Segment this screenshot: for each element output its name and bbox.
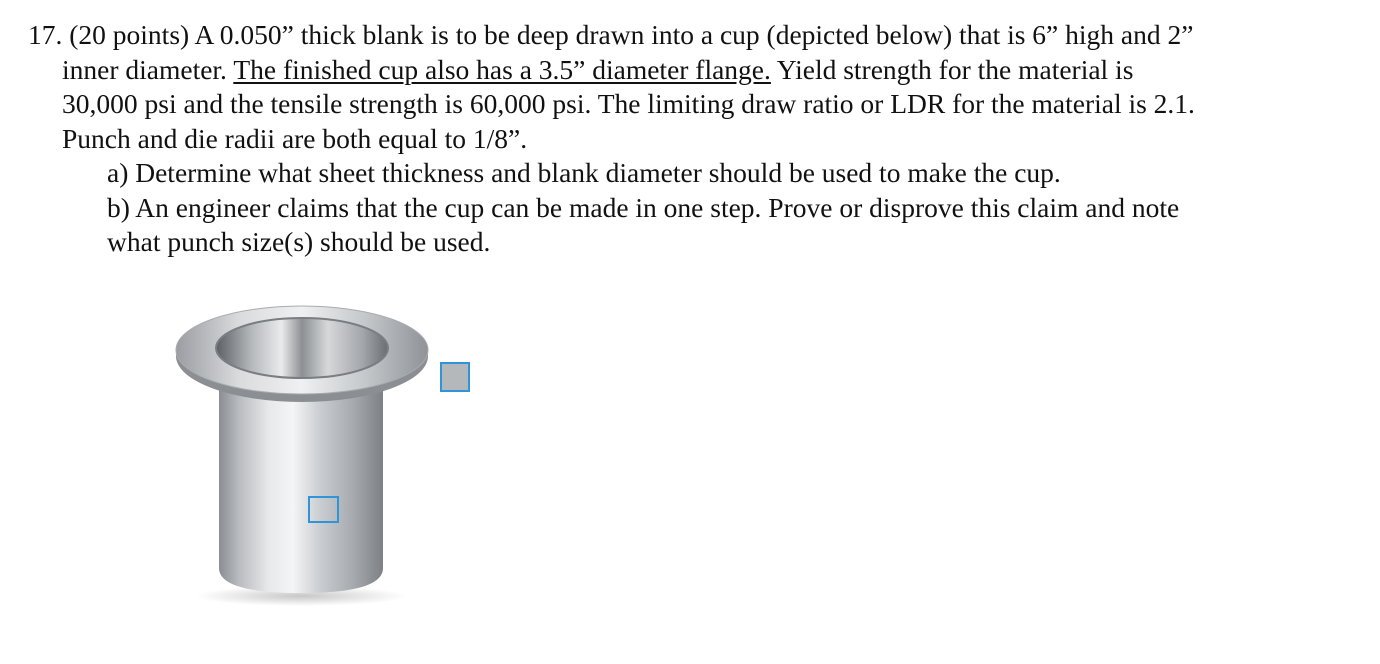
body-marker [308, 496, 339, 523]
problem-line-3: 30,000 psi and the tensile strength is 60,000 psi. The limiting draw ratio or LDR for the material is 2.1. [62, 88, 1195, 119]
problem-line-2 [28, 53, 1348, 88]
problem-line-4: Punch and die radii are both equal to 1/8”. [62, 122, 528, 154]
problem-line-1: 17. (20 points) A 0.050” thick blank is to be deep drawn into a cup (depicted below) that is 6” high and 2” [28, 19, 1194, 50]
problem-line-2-start: inner diameter. [62, 53, 234, 85]
cup-illustration [170, 298, 490, 610]
problem-line-2-end: Yield strength for the material is [770, 53, 1134, 85]
part-a: a) Determine what sheet thickness and blank diameter should be used to make the cup. [107, 157, 1061, 188]
part-b-line-1: b) An engineer claims that the cup can be made in one step. Prove or disprove this claim and note [107, 191, 1180, 223]
flange-marker [440, 362, 470, 392]
problem-17 [28, 18, 1348, 260]
cup-figure [170, 298, 490, 610]
part-b-line-2: what punch size(s) should be used. [107, 226, 491, 257]
flange-statement: The finished cup also has a 3.5” diameter flange. [233, 53, 771, 85]
